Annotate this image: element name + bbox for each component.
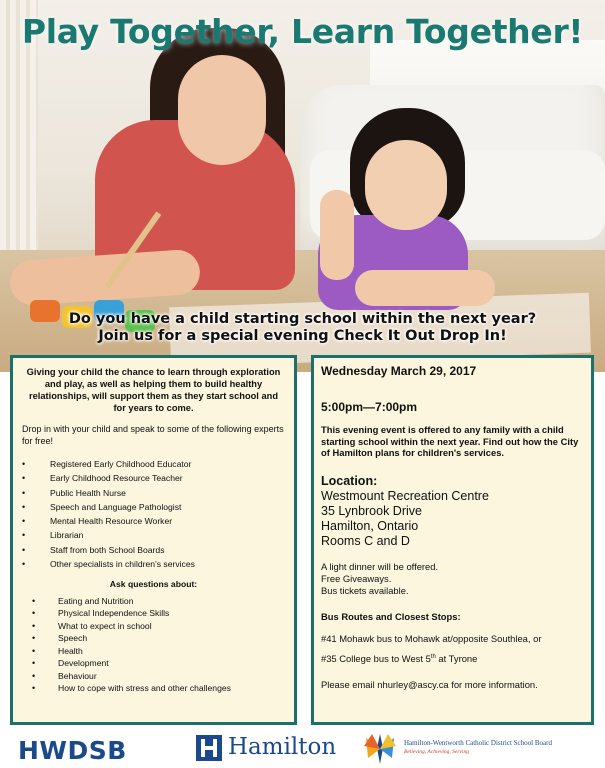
list-item: • Behaviour xyxy=(32,670,97,681)
list-item: • Speech and Language Pathologist xyxy=(22,501,182,512)
child-arm xyxy=(320,190,354,280)
event-description: This evening event is offered to any family with a child starting school within the next year. Find out how the City of Hamilton plans for children's services. xyxy=(321,424,579,459)
bullet-icon: • xyxy=(22,544,26,555)
bullet-icon: • xyxy=(32,683,36,694)
event-time: 5:00pm—7:00pm xyxy=(321,400,418,414)
bullet-icon: • xyxy=(22,487,26,498)
contact-email-text: Please email nhurley@ascy.ca for more information. xyxy=(321,678,538,690)
info-box-experts xyxy=(10,355,297,725)
question-banner xyxy=(0,311,605,345)
ask-questions-heading: Ask questions about: xyxy=(109,578,198,589)
bullet-icon: • xyxy=(32,670,36,681)
bullet-icon: • xyxy=(22,473,26,484)
bullet-icon: • xyxy=(22,501,26,512)
hwdsb-logo: HWDSB xyxy=(18,736,127,765)
bullet-icon: • xyxy=(32,645,36,656)
extra-line: Bus tickets available. xyxy=(321,584,409,596)
bullet-icon: • xyxy=(32,658,36,669)
topics-list xyxy=(22,596,285,694)
bullet-icon: • xyxy=(32,633,36,644)
bullet-icon: • xyxy=(22,559,26,570)
list-item: • Mental Health Resource Worker xyxy=(22,516,173,527)
bus-route-35: #35 College bus to West 5th at Tyrone xyxy=(321,652,478,664)
address-line: 35 Lynbrook Drive xyxy=(321,503,422,518)
bus-route-41: #41 Mohawk bus to Mohawk at/opposite Southlea, or xyxy=(321,632,542,644)
list-item: • Public Health Nurse xyxy=(22,487,126,498)
bullet-icon: • xyxy=(32,620,36,631)
page-title: Play Together, Learn Together! xyxy=(21,12,584,51)
list-item: • Eating and Nutrition xyxy=(32,595,134,606)
list-item: • Early Childhood Resource Teacher xyxy=(22,473,183,484)
list-item: • Development xyxy=(32,658,109,669)
drop-in-text: Drop in with your child and speak to some of the following experts for free! xyxy=(22,424,284,446)
event-extras xyxy=(321,561,584,597)
address-line: Rooms C and D xyxy=(321,533,410,548)
bullet-icon: • xyxy=(32,595,36,606)
bullet-icon: • xyxy=(22,459,26,469)
list-item: • Speech xyxy=(32,633,88,644)
list-item: • Librarian xyxy=(22,530,84,541)
hwcdsb-logo-tagline: Believing, Achieving, Serving xyxy=(404,749,469,755)
event-date: Wednesday March 29, 2017 xyxy=(321,364,477,378)
intro-text: Giving your child the chance to learn through exploration and play, as well as helping them to build healthy relationships, will support them as they start school and for years to come. xyxy=(26,367,281,413)
extra-line: Free Giveaways. xyxy=(321,572,392,584)
child-arm-lower xyxy=(355,270,495,306)
list-item: • Staff from both School Boards xyxy=(22,544,165,555)
list-item: • Registered Early Childhood Educator xyxy=(22,459,192,469)
question-line-1: Do you have a child starting school within the next year? xyxy=(68,311,537,327)
list-item: • Physical Independence Skills xyxy=(32,608,170,619)
hwcdsb-logo-name: Hamilton-Wentworth Catholic District School Board xyxy=(404,739,552,747)
extra-line: A light dinner will be offered. xyxy=(321,560,439,572)
experts-list xyxy=(22,459,285,570)
bullet-icon: • xyxy=(22,516,26,527)
question-line-2: Join us for a special evening Check It Out Drop In! xyxy=(98,328,507,344)
hamilton-logo-icon xyxy=(196,735,222,761)
hamilton-logo-text: Hamilton xyxy=(228,734,337,760)
address-line: Hamilton, Ontario xyxy=(321,518,419,533)
address-line: Westmount Recreation Centre xyxy=(321,488,489,503)
list-item: • What to expect in school xyxy=(32,620,152,631)
location-address xyxy=(321,489,584,549)
hwcdsb-logo-icon xyxy=(360,732,400,766)
list-item: • Other specialists in children's services xyxy=(22,559,195,570)
mother-face xyxy=(178,55,266,165)
sponsor-logos xyxy=(0,726,605,768)
list-item: • How to cope with stress and other challenges xyxy=(32,683,231,694)
location-heading: Location: xyxy=(321,473,378,488)
bus-routes-heading: Bus Routes and Closest Stops: xyxy=(321,610,461,622)
list-item: • Health xyxy=(32,645,83,656)
bullet-icon: • xyxy=(32,608,36,619)
info-box-event-details xyxy=(311,355,594,725)
child-face xyxy=(365,140,447,230)
bullet-icon: • xyxy=(22,530,26,541)
